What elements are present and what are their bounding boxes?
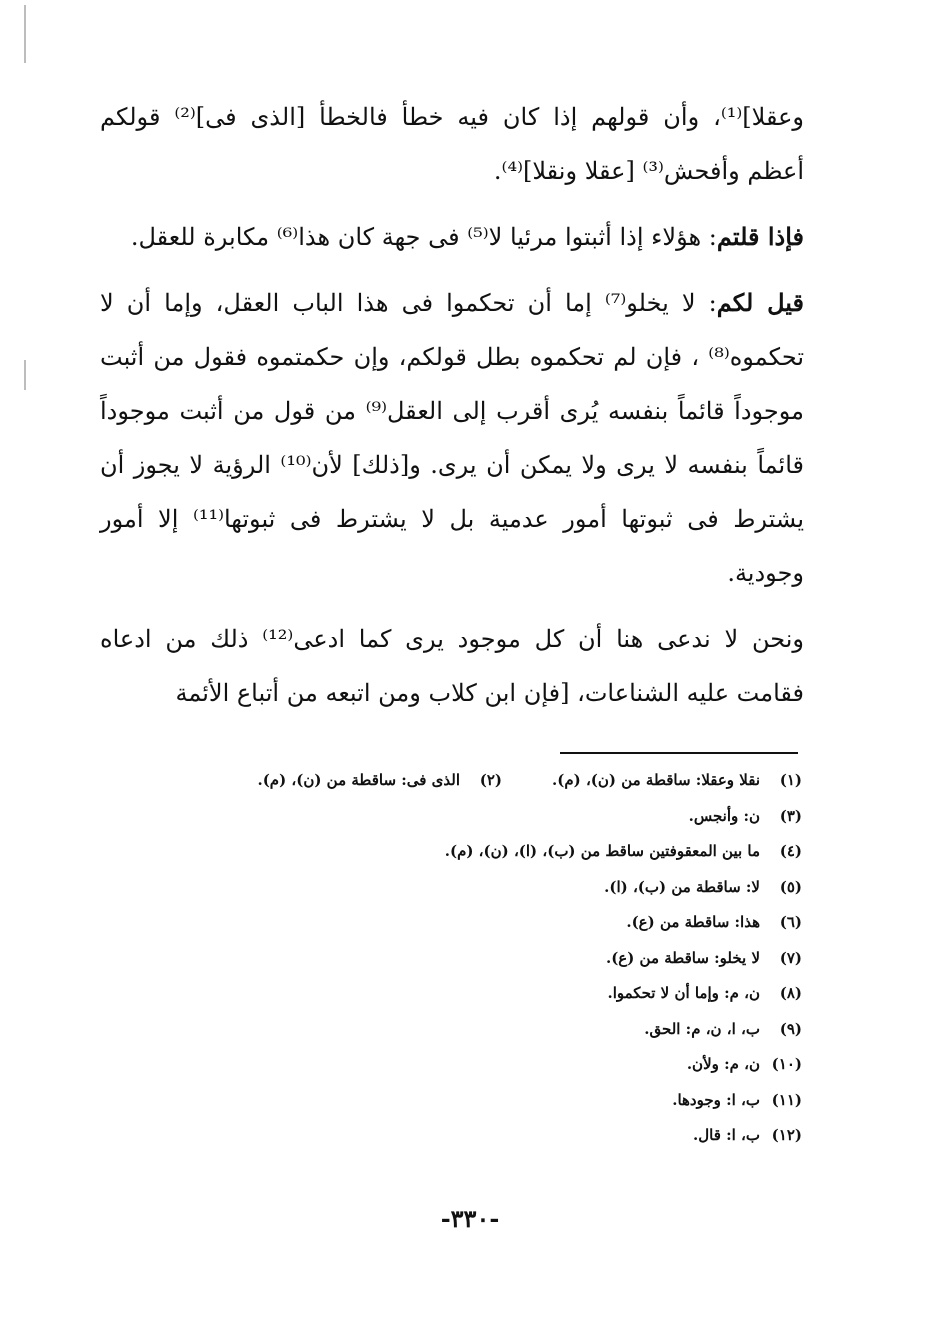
paragraph: [100, 90, 804, 198]
paragraph-lead: فإذا قلتم: [716, 222, 804, 251]
footnote-separator: [560, 752, 798, 754]
paragraph-lead: قيل لكم: [716, 288, 804, 317]
footnote: [142, 941, 802, 977]
footnote-number: (٣): [779, 806, 802, 825]
footnote-number: (٤): [779, 842, 802, 860]
paragraph: [100, 276, 804, 600]
footnote-text: ما بين المعقوفتين ساقط من (ب)، (ا)، (ن)، (م).: [444, 842, 760, 860]
main-text: [100, 90, 804, 732]
footnote: [142, 1047, 802, 1083]
footnote-text: الذى فى: ساقطة من (ن)، (م).: [257, 771, 461, 789]
footnotes: [142, 763, 802, 1154]
paragraph: [100, 210, 804, 264]
footnote-number: (١٢): [771, 1126, 802, 1144]
footnote: [142, 976, 802, 1012]
footnote-number: (٥): [779, 877, 802, 896]
footnote-number: (٨): [779, 984, 802, 1002]
scan-artifact-line: [24, 360, 26, 390]
paragraph-text: : هؤلاء إذا أثبتوا مرئيا لا⁽⁵⁾ فى جهة كان هذا⁽⁶⁾ مكابرة للعقل.: [130, 223, 717, 251]
paragraph-text: وعقلا]⁽¹⁾، وأن قولهم إذا كان فيه خطأ فالخطأ [الذى فى]⁽²⁾ قولكم أعظم وأفحش⁽³⁾ [عقلا ونقلا]⁽⁴⁾.: [100, 103, 804, 185]
page-number: -٣٣٠-: [440, 1204, 500, 1233]
footnote-text: ن، م: ولأن.: [686, 1055, 760, 1073]
footnote-number: (٢): [479, 771, 503, 789]
footnote: [142, 1118, 802, 1154]
footnote-text: ب، ا: قال.: [693, 1126, 760, 1144]
footnote-number: (١١): [771, 1090, 802, 1109]
footnote-number: (٧): [779, 948, 802, 967]
footnote-text: نقلا وعقلا: ساقطة من (ن)، (م).: [552, 771, 760, 789]
footnote-text: لا يخلو: ساقطة من (ع).: [605, 948, 760, 967]
footnote: [142, 763, 802, 799]
footnote-text: هذا: ساقطة من (ع).: [626, 913, 760, 931]
footnote-text: ب، ا: وجودها.: [672, 1090, 760, 1109]
footnote: [142, 1012, 802, 1048]
footnote-number: (٦): [779, 913, 802, 931]
footnote-number: (١): [779, 771, 802, 789]
footnote-number: (١٠): [771, 1055, 802, 1073]
footnote-text: لا: ساقطة من (ب)، (ا).: [604, 877, 760, 896]
footnote: [142, 834, 802, 870]
footnote: [142, 799, 802, 835]
paragraph: [100, 612, 804, 720]
scan-artifact-line: [24, 5, 26, 63]
footnote-text: ب، ا، ن، م: الحق.: [644, 1019, 760, 1038]
footnote-number: (٩): [779, 1019, 802, 1038]
footnote-text: ن، م: وإما أن لا تحكموا.: [607, 984, 760, 1002]
footnote: [142, 905, 802, 941]
paragraph-text: ونحن لا ندعى هنا أن كل موجود يرى كما ادعى⁽¹²⁾ ذلك من ادعاه فقامت عليه الشناعات، [فإن ابن كلاب ومن اتبعه من أتباع الأئمة: [100, 625, 804, 707]
paragraph-text: : لا يخلو⁽⁷⁾ إما أن تحكموا فى هذا الباب العقل، وإما أن لا تحكموه⁽⁸⁾ ، فإن لم تحكموه بطل قولكم، وإن حكمتموه فقول من أثبت موجوداً قائماً بنفسه يُرى أقرب إلى العقل⁽⁹⁾ من قول من أثبت موجوداً قائماً بنفسه لا يرى ولا يمكن أن يرى. و[ذلك] لأن⁽¹⁰⁾ الرؤية لا يجوز أن يشترط فى ثبوتها أمور عدمية بل لا يشترط فى ثبوتها⁽¹¹⁾ إلا أمور وجودية.: [100, 289, 805, 587]
footnote: [142, 1083, 802, 1119]
footnote: [142, 870, 802, 906]
footnote-text: ن: وأنجس.: [688, 806, 760, 825]
